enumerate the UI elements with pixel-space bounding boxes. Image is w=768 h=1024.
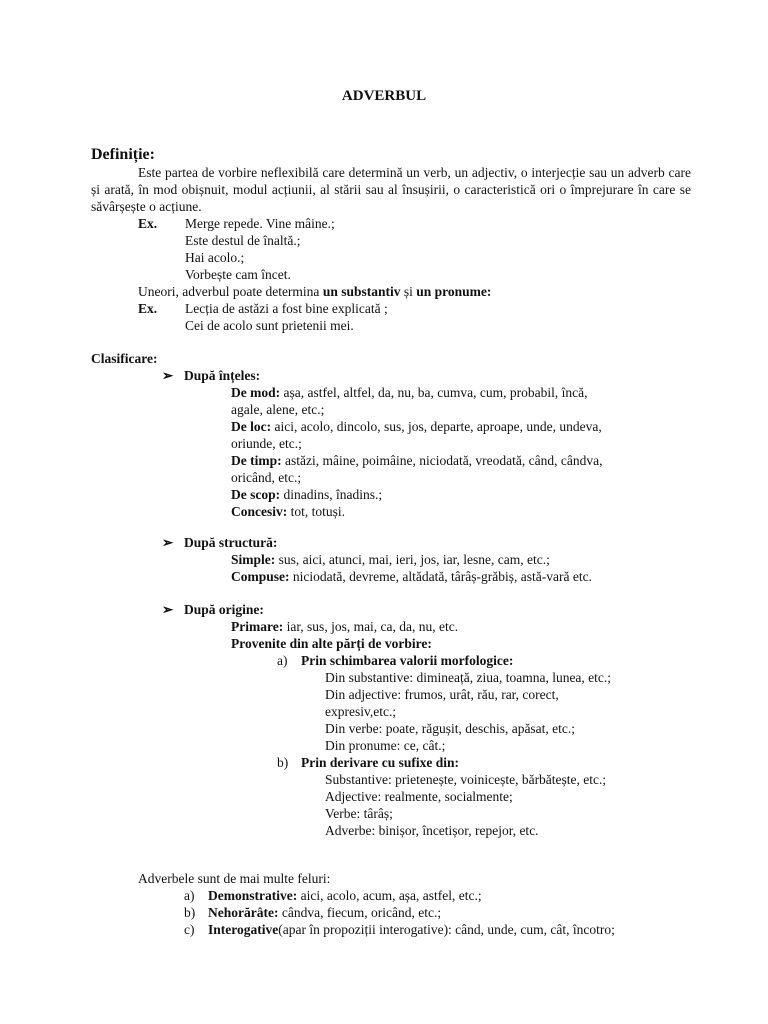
kinds-item: a) Demonstrative: aici, acolo, acum, așa, astfel, etc.; [184, 888, 482, 903]
subgroup-line: Adverbe: binișor, încetișor, repejor, etc. [325, 823, 539, 838]
example-line: Vorbește cam încet. [185, 267, 291, 282]
definition-heading: Definiție: [91, 146, 155, 163]
subgroup-line: Verbe: târâș; [325, 806, 393, 821]
example-label: Ex. [138, 301, 158, 316]
example-line: Cei de acolo sunt prietenii mei. [185, 318, 354, 333]
group-heading-meaning: ➢ După înțeles: [162, 368, 261, 383]
subgroup-heading-b: b) Prin derivare cu sufixe din: [277, 755, 459, 770]
group-heading-structure: ➢ După structură: [162, 535, 278, 550]
example-label: Ex. [138, 216, 158, 231]
arrow-bullet-icon: ➢ [162, 535, 174, 550]
adverb-type-continuation: oriunde, etc.; [231, 436, 302, 451]
subgroup-line: Din adjective: frumos, urât, rău, rar, corect, [325, 687, 559, 702]
definition-paragraph: Este partea de vorbire neflexibilă care determină un verb, un adjectiv, o interjecție sau un adverb care și arată, în mod obișnuit, modul acțiunii, al stării sau al însușirii, o caracteristică ori o împrejurare în care se săvârșește o acțiune. [91, 165, 691, 214]
adverb-type-line: Concesiv: tot, totuși. [231, 504, 346, 519]
kinds-item: c) Interogative(apar în propoziții interogative): când, unde, cum, cât, încotro; [184, 922, 615, 937]
subgroup-line: Din verbe: poate, răgușit, deschis, apăsat, etc.; [325, 721, 576, 736]
also-determines-line: Uneori, adverbul poate determina un substantiv și un pronume: [138, 284, 492, 299]
subgroup-line: Din pronume: ce, cât.; [325, 738, 446, 753]
subgroup-line: Din substantive: dimineață, ziua, toamna, lunea, etc.; [325, 670, 612, 685]
derived-heading: Provenite din alte părți de vorbire: [231, 636, 432, 651]
subgroup-heading-a: a) Prin schimbarea valorii morfologice: [277, 653, 514, 668]
adverb-type-line: Primare: iar, sus, jos, mai, ca, da, nu, etc. [231, 619, 459, 634]
adverb-type-line: De timp: astăzi, mâine, poimâine, niciodată, vreodată, când, cândva, [231, 453, 603, 468]
adverb-type-continuation: agale, alene, etc.; [231, 402, 325, 417]
example-line: Este destul de înaltă.; [185, 233, 301, 248]
arrow-bullet-icon: ➢ [162, 602, 174, 617]
kinds-item: b) Nehorărâte: cândva, fiecum, oricând, etc.; [184, 905, 442, 920]
arrow-bullet-icon: ➢ [162, 368, 174, 383]
adverb-type-continuation: oricând, etc.; [231, 470, 302, 485]
subgroup-line: Adjective: realmente, socialmente; [325, 789, 513, 804]
page-title: ADVERBUL [341, 88, 427, 104]
adverb-type-line: De scop: dinadins, înadins.; [231, 487, 383, 502]
subgroup-line: Substantive: prietenește, voinicește, bărbătește, etc.; [325, 772, 607, 787]
adverb-type-line: Simple: sus, aici, atunci, mai, ieri, jos, iar, lesne, cam, etc.; [231, 552, 550, 567]
adverb-type-line: Compuse: niciodată, devreme, altădată, târâș-grăbiș, astă-vară etc. [231, 569, 592, 584]
example-line: Merge repede. Vine mâine.; [185, 216, 335, 231]
subgroup-line: expresiv,etc.; [325, 704, 397, 719]
kinds-intro: Adverbele sunt de mai multe feluri: [138, 871, 331, 886]
example-line: Lecția de astăzi a fost bine explicată ; [185, 301, 388, 316]
classification-heading: Clasificare: [91, 351, 158, 366]
adverb-type-line: De loc: aici, acolo, dincolo, sus, jos, departe, aproape, unde, undeva, [231, 419, 602, 434]
group-heading-origin: ➢ După origine: [162, 602, 264, 617]
adverb-type-line: De mod: așa, astfel, altfel, da, nu, ba, cumva, cum, probabil, încă, [231, 385, 588, 400]
example-line: Hai acolo.; [185, 250, 245, 265]
